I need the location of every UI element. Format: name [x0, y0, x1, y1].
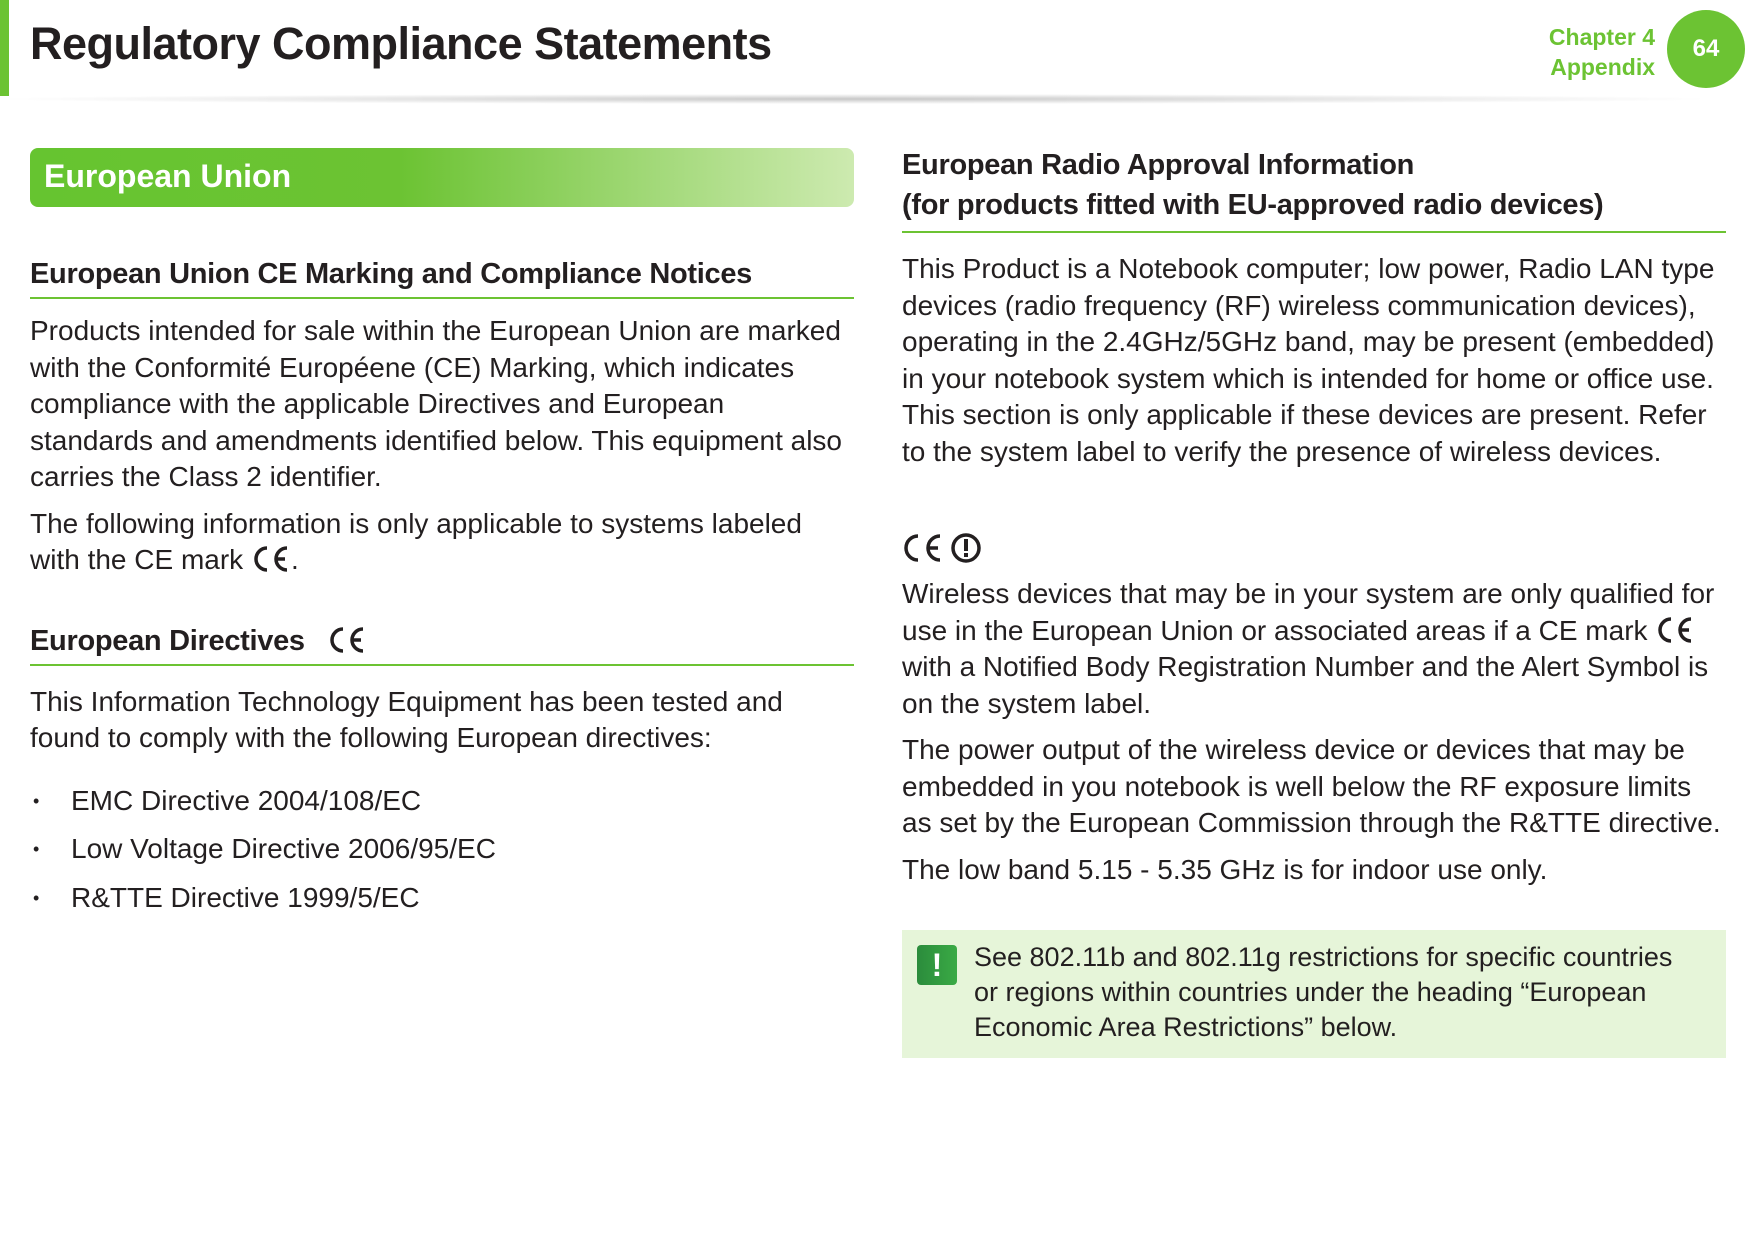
radio-paragraph-2-text: Wireless devices that may be in your system are only qualified for use in the European Union or associated areas if a CE mark: [902, 578, 1715, 646]
left-column: [30, 258, 854, 928]
chapter-label: [1549, 22, 1655, 82]
warning-icon: !: [917, 945, 957, 985]
radio-paragraph-4: The low band 5.15 - 5.35 GHz is for indoor use only.: [902, 853, 1548, 885]
radio-paragraph-2: [902, 576, 1726, 722]
ce-marking-heading: European Union CE Marking and Compliance Notices: [30, 258, 854, 299]
page-number-badge: 64: [1667, 10, 1745, 88]
ce-alert-mark: [902, 532, 1726, 568]
ce-paragraph-1: Products intended for sale within the European Union are marked with the Conformité Européene (CE) Marking, which indicates compliance with the applicable Directives and European standards and amendments identified below. This equipment also carries the Class 2 identifier.: [30, 315, 842, 492]
banner-title: European Union: [44, 158, 292, 194]
radio-approval-heading: [902, 145, 1726, 233]
directives-paragraph: This Information Technology Equipment has been tested and found to comply with the following European directives:: [30, 685, 783, 753]
ce-paragraph-2-end: .: [290, 544, 299, 575]
note-text: See 802.11b and 802.11g restrictions for specific countries or regions within countries under the heading “European Economic Area Restrictions” below.: [974, 942, 1673, 1042]
radio-heading-line-2: (for products fitted with EU-approved radio devices): [902, 189, 1604, 221]
right-column: [902, 145, 1726, 888]
radio-paragraph-2-end: with a Notified Body Registration Number and the Alert Symbol is on the system label.: [902, 651, 1709, 719]
directives-heading-text: European Directives: [30, 624, 305, 657]
ce-mark-icon: [1655, 615, 1695, 645]
ce-mark-icon: [327, 625, 367, 655]
list-item: • R&TTE Directive 1999/5/EC: [30, 880, 854, 917]
ce-paragraph-2-text: The following information is only applicable to systems labeled with the CE mark: [30, 507, 802, 575]
radio-paragraph-1: This Product is a Notebook computer; low power, Radio LAN type devices (radio frequency (RF) wireless communication devices), operating in the 2.4GHz/5GHz band, may be present (embedded) in your notebook system which is intended for home or office use. This section is only applicable if these devices are present. Refer to the system label to verify the presence of wireless devices.: [902, 253, 1715, 467]
header-divider: [10, 94, 1700, 104]
chapter-section: Appendix: [1550, 54, 1655, 80]
directives-heading: [30, 625, 854, 666]
radio-heading-line-1: European Radio Approval Information: [902, 149, 1415, 181]
directives-list: [30, 783, 854, 917]
radio-paragraph-3: The power output of the wireless device or devices that may be embedded in you notebook is well below the RF exposure limits as set by the European Commission through the R&TTE directive.: [902, 734, 1721, 838]
list-item: • EMC Directive 2004/108/EC: [30, 783, 854, 820]
page-title: Regulatory Compliance Statements: [30, 18, 772, 69]
ce-mark-icon: [251, 544, 291, 574]
list-item: • Low Voltage Directive 2006/95/EC: [30, 831, 854, 868]
note-box: [902, 930, 1726, 1058]
ce-paragraph-2: [30, 506, 854, 579]
ce-alert-icon: [902, 532, 982, 566]
section-banner: [30, 148, 854, 207]
chapter-number: Chapter 4: [1548, 24, 1655, 50]
header-accent-bar: [0, 0, 9, 96]
